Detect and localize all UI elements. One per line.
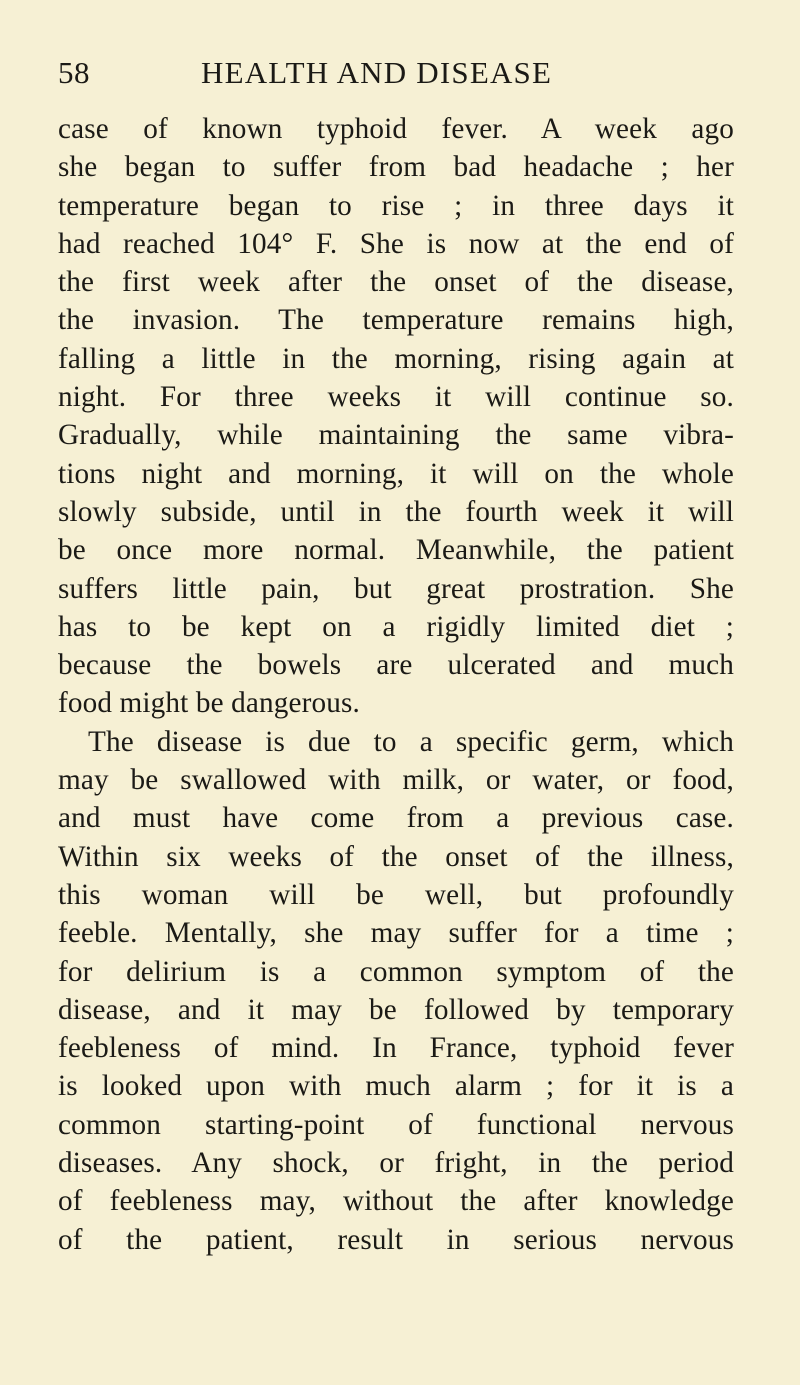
text-line-4: had reached 104° F. She is now at the end of — [58, 227, 734, 260]
text-line-6: the invasion. The temperature remains high, — [58, 304, 734, 337]
text-line-24: disease, and it may be followed by temporary — [58, 993, 734, 1026]
text-line-10: tions night and morning, it will on the whole — [58, 457, 734, 490]
text-line-21: this woman will be well, but profoundly — [58, 878, 734, 911]
text-line-16: food might be dangerous. — [58, 687, 360, 720]
text-line-15: because the bowels are ulcerated and much — [58, 649, 734, 682]
text-line-26: is looked upon with much alarm ; for it is a — [58, 1070, 734, 1103]
text-line-7: falling a little in the morning, rising again at — [58, 342, 734, 375]
text-line-25: feebleness of mind. In France, typhoid fever — [58, 1032, 734, 1065]
text-line-17: The disease is due to a specific germ, which — [88, 725, 734, 758]
text-line-1: case of known typhoid fever. A week ago — [58, 113, 734, 145]
text-line-12: be once more normal. Meanwhile, the patient — [58, 534, 734, 567]
text-line-13: suffers little pain, but great prostration. She — [58, 572, 734, 605]
text-line-23: for delirium is a common symptom of the — [58, 955, 734, 988]
text-line-28: diseases. Any shock, or fright, in the period — [58, 1147, 734, 1180]
running-head — [58, 50, 698, 96]
text-line-22: feeble. Mentally, she may suffer for a time ; — [58, 917, 734, 950]
text-line-11: slowly subside, until in the fourth week it will — [58, 495, 734, 528]
text-line-29: of feebleness may, without the after knowledge — [58, 1185, 734, 1218]
text-line-2: she began to suffer from bad headache ; her — [58, 151, 734, 184]
body-text — [58, 110, 734, 1259]
text-line-27: common starting-point of functional nervous — [58, 1108, 734, 1141]
text-line-18: may be swallowed with milk, or water, or food, — [58, 764, 734, 797]
page-number: 58 — [58, 55, 90, 90]
text-line-3: temperature began to rise ; in three days it — [58, 189, 734, 222]
text-line-9: Gradually, while maintaining the same vibra- — [58, 419, 734, 452]
text-line-14: has to be kept on a rigidly limited diet ; — [58, 610, 734, 643]
text-line-8: night. For three weeks it will continue so. — [58, 381, 734, 414]
text-line-20: Within six weeks of the onset of the illness, — [58, 840, 734, 873]
running-title: HEALTH AND DISEASE — [201, 55, 553, 90]
text-line-30: of the patient, result in serious nervous — [58, 1223, 734, 1256]
text-line-19: and must have come from a previous case. — [58, 802, 734, 835]
text-line-5: the first week after the onset of the disease, — [58, 266, 734, 299]
